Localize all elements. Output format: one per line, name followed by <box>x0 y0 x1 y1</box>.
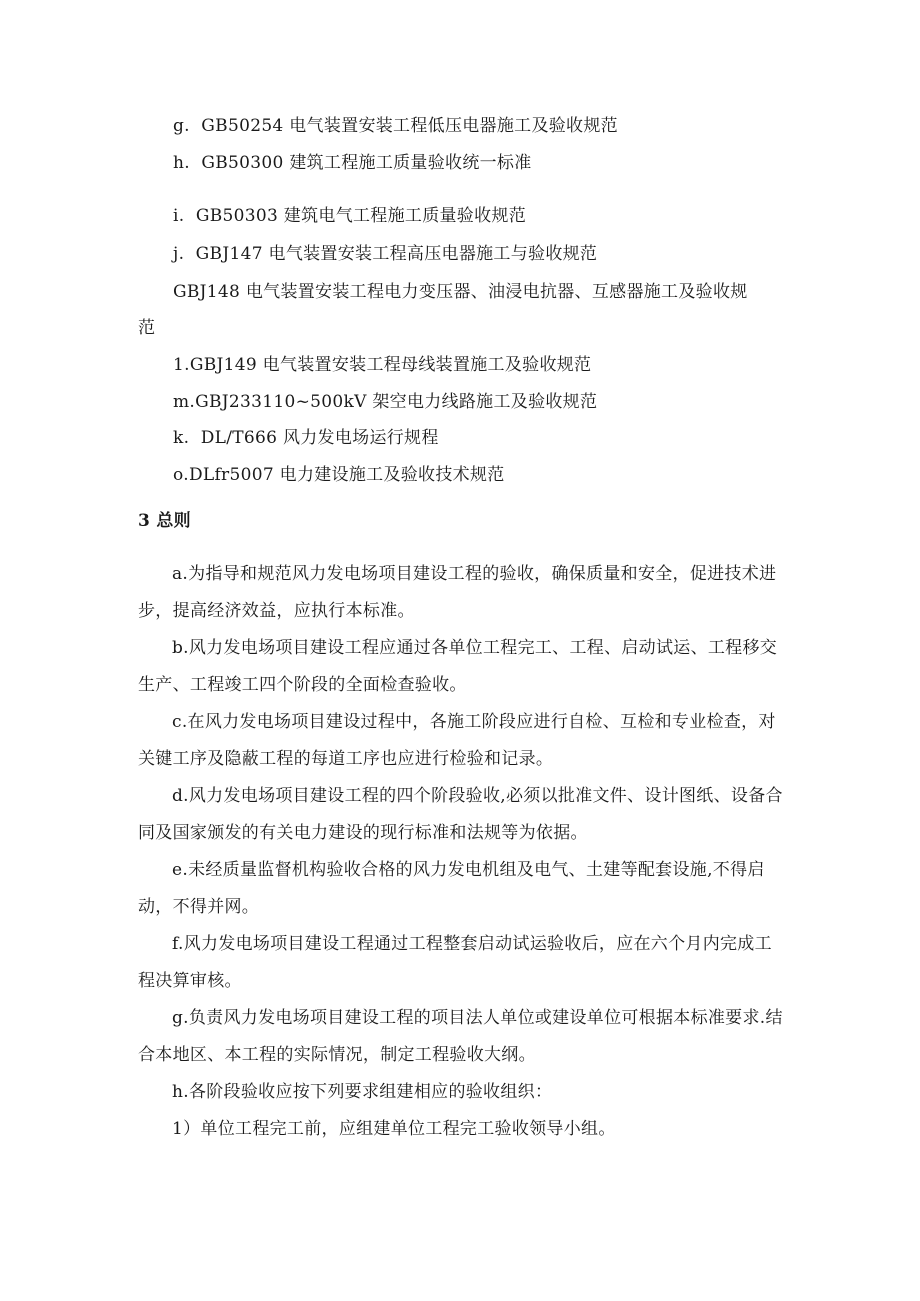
paragraph-e: e.未经质量监督机构验收合格的风力发电机组及电气、土建等配套设施,不得启动，不得并网。 <box>138 860 765 917</box>
reference-item-k: k. DL/T666 风力发电场运行规程 <box>173 428 439 448</box>
section-title: 3 总则 <box>138 511 191 531</box>
reference-item-o: o.DLfr5007 电力建设施工及验收技术规范 <box>173 465 505 485</box>
paragraph-h-item-1: 1）单位工程完工前，应组建单位工程完工验收领导小组。 <box>172 1119 616 1139</box>
reference-item-h: h. GB50300 建筑工程施工质量验收统一标准 <box>173 153 532 173</box>
paragraph-f: f.风力发电场项目建设工程通过工程整套启动试运验收后，应在六个月内完成工程决算审核。 <box>138 934 772 991</box>
reference-item-j: j. GBJ147 电气装置安装工程高压电器施工与验收规范 <box>173 244 598 264</box>
reference-item-i: i. GB50303 建筑电气工程施工质量验收规范 <box>173 206 527 226</box>
paragraph-h: h.各阶段验收应按下列要求组建相应的验收组织： <box>172 1082 553 1102</box>
paragraph-c: c.在风力发电场项目建设过程中，各施工阶段应进行自检、互检和专业检查，对关键工序及隐蔽工程的每道工序也应进行检验和记录。 <box>138 712 776 769</box>
reference-item-l: 1.GBJ149 电气装置安装工程母线装置施工及验收规范 <box>173 355 592 375</box>
paragraph-a: a.为指导和规范风力发电场项目建设工程的验收，确保质量和安全，促进技术进步，提高经济效益，应执行本标准。 <box>138 564 777 621</box>
paragraph-g: g.负责风力发电场项目建设工程的项目法人单位或建设单位可根据本标准要求.结合本地区、本工程的实际情况，制定工程验收大纲。 <box>138 1008 783 1065</box>
reference-item-g: g. GB50254 电气装置安装工程低压电器施工及验收规范 <box>173 116 618 136</box>
paragraph-b: b.风力发电场项目建设工程应通过各单位工程完工、工程、启动试运、工程移交生产、工程竣工四个阶段的全面检查验收。 <box>138 638 778 695</box>
reference-item-gbj148-continued: 范 <box>138 318 156 338</box>
paragraph-d: d.风力发电场项目建设工程的四个阶段验收,必须以批准文件、设计图纸、设备合同及国家颁发的有关电力建设的现行标准和法规等为依据。 <box>138 786 783 843</box>
reference-item-gbj148: GBJ148 电气装置安装工程电力变压器、油浸电抗器、互感器施工及验收规 <box>173 282 748 302</box>
reference-item-m: m.GBJ233110~500kV 架空电力线路施工及验收规范 <box>173 392 598 412</box>
